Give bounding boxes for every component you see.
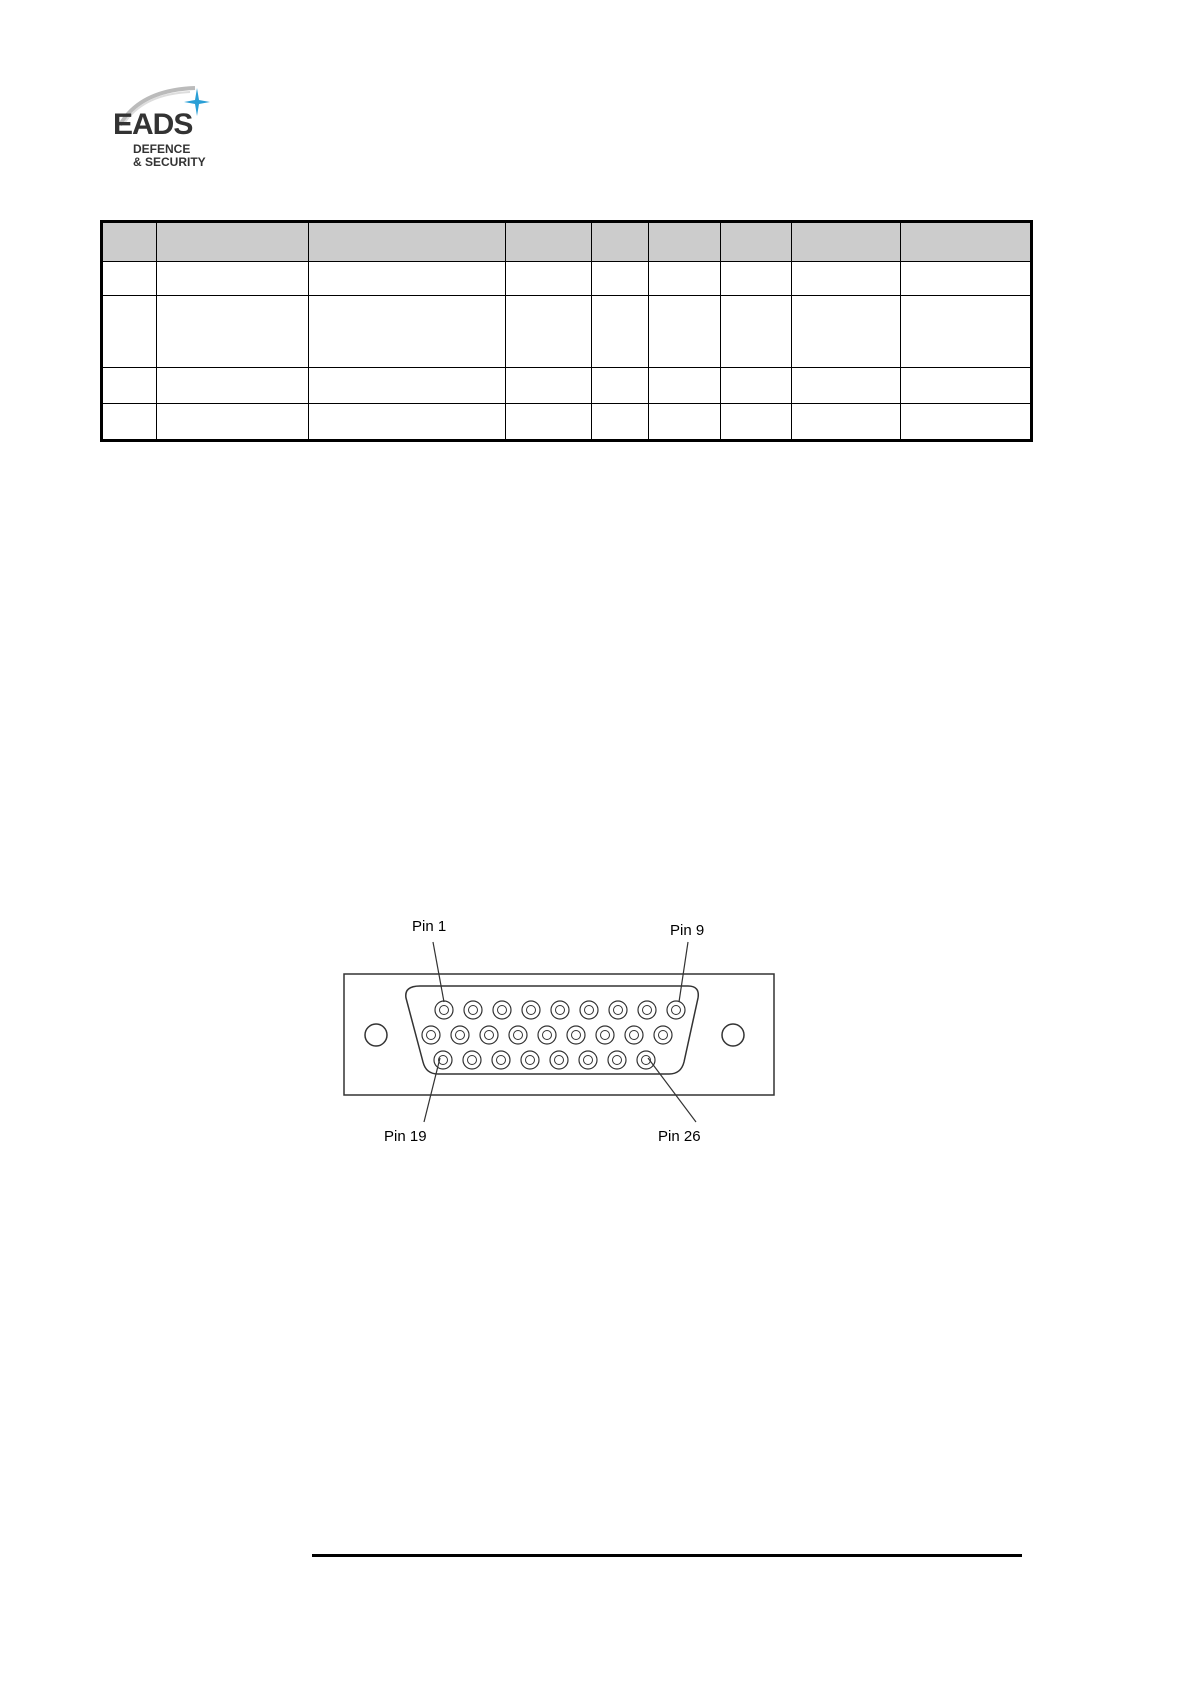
connector-pin-socket-14 xyxy=(543,1031,552,1040)
logo-line-2: & SECURITY xyxy=(133,155,206,169)
connector-pin-socket-20 xyxy=(468,1056,477,1065)
connector-pin-socket-7 xyxy=(614,1006,623,1015)
connector-pin-socket-8 xyxy=(643,1006,652,1015)
connector-pin-socket-23 xyxy=(555,1056,564,1065)
table-row xyxy=(103,295,1030,368)
connector-pin-socket-5 xyxy=(556,1006,565,1015)
connector-pin-socket-9 xyxy=(672,1006,681,1015)
dsub-connector-figure xyxy=(330,910,790,1160)
connector-pin-socket-25 xyxy=(613,1056,622,1065)
table-column-divider xyxy=(791,223,792,439)
table-header-row xyxy=(103,223,1030,261)
table-column-divider xyxy=(308,223,309,439)
table-column-divider xyxy=(720,223,721,439)
connector-pin-socket-15 xyxy=(572,1031,581,1040)
eads-logo xyxy=(110,80,240,169)
table-column-divider xyxy=(156,223,157,439)
pin-19-label: Pin 19 xyxy=(384,1128,427,1145)
logo-line-1: DEFENCE xyxy=(133,142,191,156)
connector-pin-socket-12 xyxy=(485,1031,494,1040)
table-column-divider xyxy=(505,223,506,439)
connector-pin-socket-4 xyxy=(527,1006,536,1015)
connector-pin-socket-13 xyxy=(514,1031,523,1040)
connector-pin-socket-18 xyxy=(659,1031,668,1040)
pin-assignment-table xyxy=(100,220,1033,442)
table-row xyxy=(103,367,1030,404)
connector-pin-socket-2 xyxy=(469,1006,478,1015)
table-row xyxy=(103,261,1030,296)
table-column-divider xyxy=(591,223,592,439)
table-row xyxy=(103,403,1030,443)
connector-pin-socket-1 xyxy=(440,1006,449,1015)
connector-pin-socket-21 xyxy=(497,1056,506,1065)
connector-diagram xyxy=(330,910,790,1160)
connector-pin-socket-3 xyxy=(498,1006,507,1015)
pin-9-label: Pin 9 xyxy=(670,922,705,939)
connector-pin-socket-10 xyxy=(427,1031,436,1040)
connector-pin-socket-24 xyxy=(584,1056,593,1065)
connector-pin-socket-22 xyxy=(526,1056,535,1065)
logo-brand: EADS xyxy=(113,108,193,141)
connector-pin-socket-17 xyxy=(630,1031,639,1040)
table-column-divider xyxy=(648,223,649,439)
pin-1-label: Pin 1 xyxy=(412,918,447,935)
table-column-divider xyxy=(900,223,901,439)
connector-pin-socket-6 xyxy=(585,1006,594,1015)
connector-pin-socket-11 xyxy=(456,1031,465,1040)
footer-rule xyxy=(312,1554,1022,1557)
pin-26-label: Pin 26 xyxy=(658,1128,701,1145)
connector-pin-socket-16 xyxy=(601,1031,610,1040)
